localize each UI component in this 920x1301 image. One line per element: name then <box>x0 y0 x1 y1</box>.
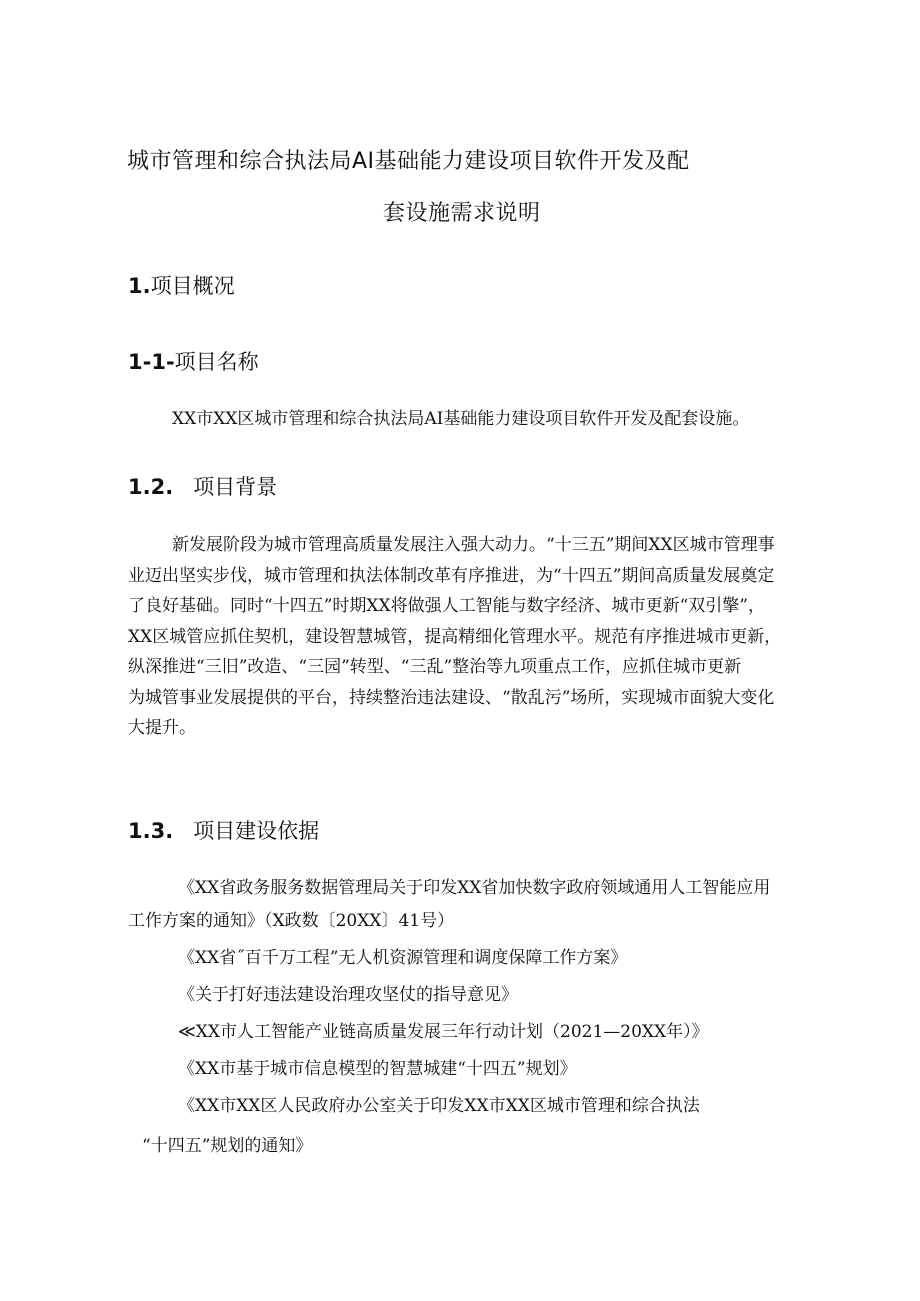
reference-item: 《XX市基于城市信息模型的智慧城建“十四五”规划》 <box>178 1059 577 1079</box>
reference-item: 《XX省政务服务数据管理局关于印发XX省加快数字政府领域通用人工智能应用 <box>178 878 771 898</box>
reference-item: “十四五”规划的通知》 <box>142 1136 313 1156</box>
project-name-text: XX市XX区城市管理和综合执法局AI基础能力建设项目软件开发及配套设施。 <box>172 409 750 429</box>
section-1-number: 1. <box>128 274 151 298</box>
document-title-line-1: 城市管理和综合执法局AI基础能力建设项目软件开发及配 <box>127 149 690 174</box>
background-line: 新发展阶段为城市管理高质量发展注入强大动力。“十三五”期间XX区城市管理事 <box>172 535 775 555</box>
reference-item: 《关于打好违法建设治理攻坚仗的指导意见》 <box>178 985 518 1005</box>
background-line: 大提升。 <box>128 718 196 738</box>
background-line: XX区城管应抓住契机，建设智慧城管，提高精细化管理水平。规范有序推进城市更新， <box>128 626 782 647</box>
background-line: 纵深推进“三旧”改造、“三园”转型、“三乱”整治等九项重点工作，应抓住城市更新 <box>128 657 742 677</box>
background-line: 了良好基础。同时“十四五”时期XX将做强人工智能与数字经济、城市更新“双引擎”， <box>128 596 765 616</box>
background-line: 业迈出坚实步伐，城市管理和执法体制改革有序推进，为“十四五”期间高质量发展奠定 <box>128 565 775 586</box>
background-paragraph <box>128 530 792 744</box>
document-title-line-2: 套设施需求说明 <box>383 201 541 226</box>
reference-item: 《XX市XX区人民政府办公室关于印发XX市XX区城市管理和综合执法 <box>178 1096 700 1116</box>
section-1-1-title: 项目名称 <box>174 350 259 374</box>
section-1-2-number: 1.2. <box>128 475 174 499</box>
reference-item: 工作方案的通知》（X政数〔20XX〕41号） <box>128 911 455 931</box>
reference-item: 《XX省˝百千万工程”无人机资源管理和调度保障工作方案》 <box>178 948 628 968</box>
section-1-2-title: 项目背景 <box>193 475 278 499</box>
section-1-2-heading <box>128 471 277 501</box>
background-line: 为城管事业发展提供的平台，持续整治违法建设、“散乱污”场所，实现城市面貌大变化 <box>128 687 775 708</box>
section-1-3-title: 项目建设依据 <box>193 819 320 843</box>
reference-item: ≪XX市人工智能产业链高质量发展三年行动计划（2021—20XX年）》 <box>178 1022 709 1042</box>
section-1-1-heading <box>128 346 259 376</box>
section-1-title: 项目概况 <box>150 274 235 298</box>
section-1-3-heading <box>128 815 319 845</box>
section-1-heading <box>128 270 235 300</box>
section-1-3-number: 1.3. <box>128 819 174 843</box>
section-1-1-number: 1-1- <box>128 350 175 374</box>
